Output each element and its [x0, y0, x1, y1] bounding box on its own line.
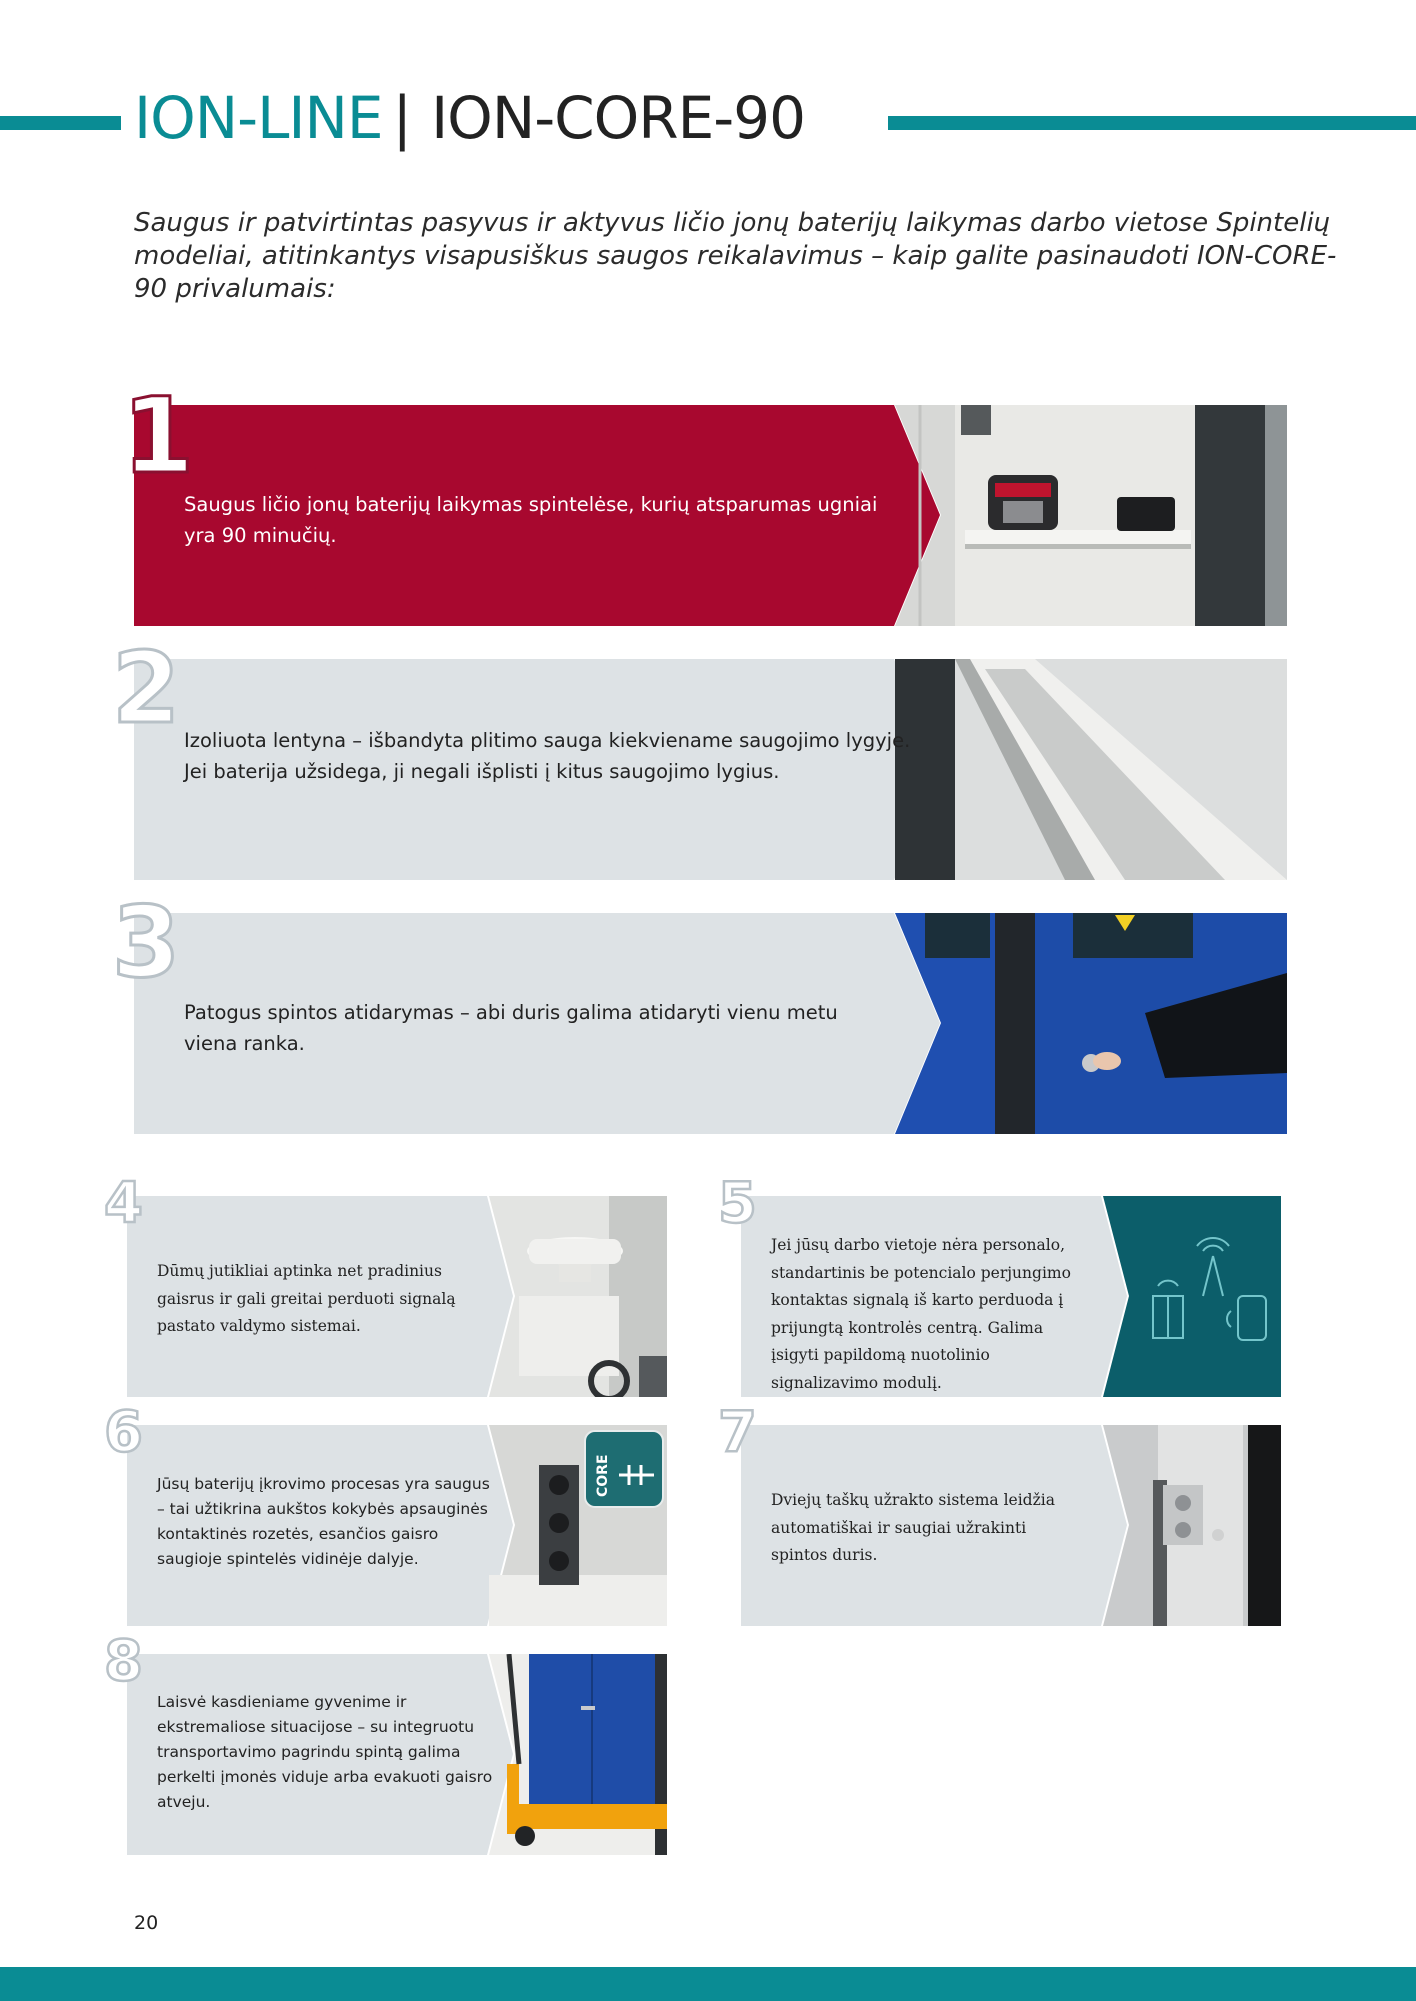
feature-6-number: 6: [104, 1400, 143, 1465]
feature-1-text: Saugus ličio jonų baterijų laikymas spintelėse, kurių atsparumas ugniai yra 90 minučių.: [184, 493, 878, 547]
intro-text: Saugus ir patvirtintas pasyvus ir aktyvus ličio jonų baterijų laikymas darbo vietose Spintelių modeliai, atitinkantys visapusiškus saugos reikalavimus – kaip galite pasinaudoti ION-CORE-90 privalumais:: [134, 208, 1337, 304]
feature-8-number: 8: [104, 1629, 143, 1694]
smoke-detector-photo: [489, 1196, 667, 1397]
feature-5: [741, 1196, 1281, 1397]
feature-5-number: 5: [718, 1171, 757, 1236]
title-separator: |: [392, 84, 412, 152]
feature-4-number: 4: [104, 1171, 143, 1236]
shelf-with-batteries-photo: [895, 405, 1287, 626]
feature-3: [134, 913, 1287, 1134]
feature-3-number: 3: [112, 886, 181, 1000]
feature-7-text: Dviejų taškų užrakto sistema leidžia automatiškai ir saugiai užrakinti spintos duris.: [771, 1491, 1055, 1564]
lock-bolt-photo: [1103, 1425, 1281, 1626]
feature-3-text: Patogus spintos atidarymas – abi duris galima atidaryti vienu metu viena ranka.: [184, 1001, 838, 1055]
pallet-truck-cabinet-photo: [489, 1654, 667, 1855]
footer-accent-bar: [0, 1967, 1416, 2001]
feature-5-text: Jei jūsų darbo vietoje nėra personalo, standartinis be potencialo perjungimo kontaktas signalą iš karto perduoda į prijungtą kontrolės centrą. Galima įsigyti papildomą nuotolinio signalizavimo modulį.: [771, 1236, 1071, 1392]
feature-8: [127, 1654, 667, 1855]
feature-1-number: 1: [122, 375, 195, 497]
feature-4: [127, 1196, 667, 1397]
model-name: ION-CORE-90: [431, 84, 805, 152]
feature-2-text: Izoliuota lentyna – išbandyta plitimo sauga kiekviename saugojimo lygyje. Jei baterija užsidega, ji negali išplisti į kitus saugojimo lygius.: [184, 729, 911, 783]
feature-6: [127, 1425, 667, 1626]
feature-4-text: Dūmų jutikliai aptinka net pradinius gaisrus ir gali greitai perduoti signalą pastato valdymo sistemai.: [157, 1262, 456, 1335]
feature-7: [741, 1425, 1281, 1626]
page-number: 20: [134, 1912, 159, 1934]
core-badge-label: CORE: [595, 1454, 611, 1497]
power-sockets-photo: [489, 1425, 667, 1626]
feature-2: [134, 659, 1287, 880]
feature-6-text: Jūsų baterijų įkrovimo procesas yra saugus – tai užtikrina aukštos kokybės apsauginės kontaktinės rozetės, esančios gaisro saugioje spintelės vidinėje dalyje.: [157, 1475, 490, 1568]
feature-2-number: 2: [112, 632, 181, 746]
perforated-shelf-photo: [895, 659, 1287, 880]
feature-8-text: Laisvė kasdieniame gyvenime ir ekstremaliose situacijose – su integruotu transportavimo pagrindu spintą galima perkelti įmonės viduje arba evakuoti gaisro atveju.: [157, 1693, 493, 1811]
page-title: [134, 78, 805, 158]
header-accent-bar-right: [888, 116, 1416, 130]
feature-1: [134, 405, 1287, 626]
feature-7-number: 7: [718, 1400, 757, 1465]
remote-signal-icon: [1103, 1196, 1281, 1397]
blue-cabinet-door-photo: [895, 913, 1287, 1134]
series-name: ION-LINE: [134, 84, 383, 152]
header-accent-bar-left: [0, 116, 121, 130]
